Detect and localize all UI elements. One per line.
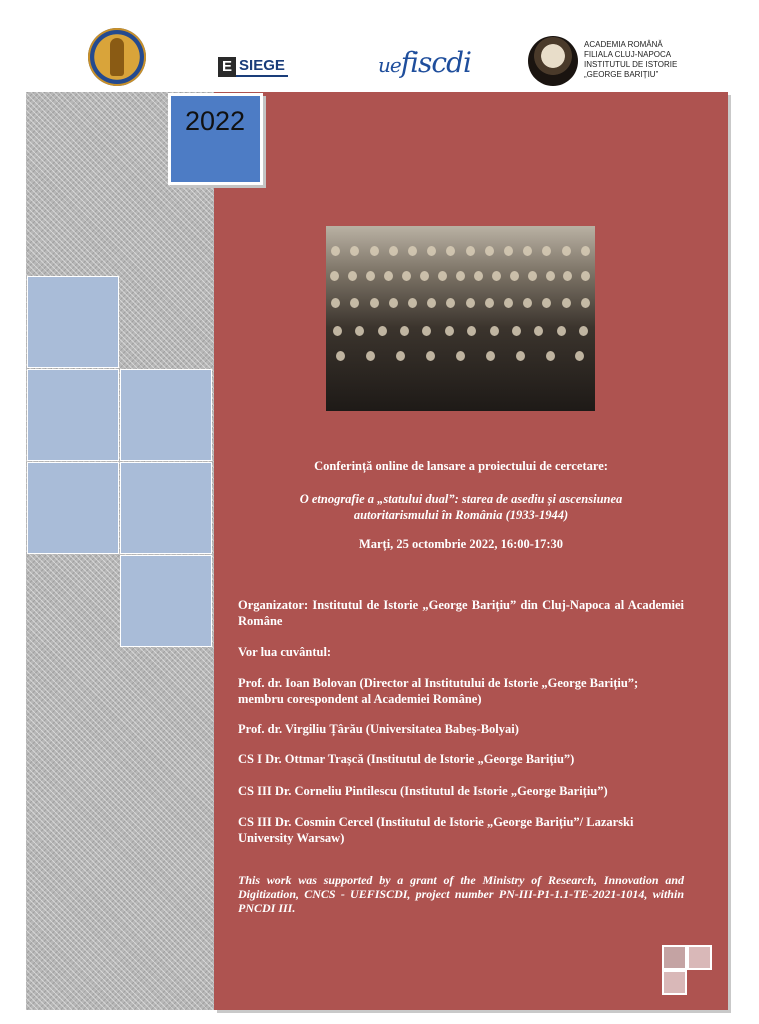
speaker-item: Prof. dr. Virgiliu Țârău (Universitatea Babeș-Bolyai) (238, 722, 519, 736)
institute-line-3: INSTITUTUL DE ISTORIE (584, 60, 678, 69)
uefiscdi-logo-ue: ue (378, 53, 401, 77)
portrait-icon (528, 36, 578, 86)
decorative-square (120, 369, 212, 461)
decorative-square (120, 555, 212, 647)
year-text: 2022 (185, 106, 246, 136)
decorative-square (120, 462, 212, 554)
speaker-item: CS III Dr. Corneliu Pintilescu (Institutul de Istorie „George Barițiu”) (238, 784, 608, 798)
esiege-logo-text: SIEGE (236, 57, 288, 77)
speaker-item: CS III Dr. Cosmin Cercel (Institutul de Istorie „George Barițiu”/ Lazarski University Warsaw) (238, 815, 634, 845)
uefiscdi-logo (378, 46, 471, 79)
academia-romana-seal-logo (88, 28, 146, 86)
institute-logo-text (584, 40, 677, 80)
speaker-item: Prof. dr. Ioan Bolovan (Director al Institutului de Istorie „George Barițiu”; membru corespondent al Academiei Române) (238, 676, 639, 706)
decorative-square (27, 462, 119, 554)
organizer-text: Organizator: Institutul de Istorie „George Barițiu” din Cluj-Napoca al Academiei Române (238, 598, 684, 628)
institute-line-1: ACADEMIA ROMÂNĂ (584, 40, 663, 49)
esiege-logo (218, 56, 288, 78)
event-subtitle-line-2: autoritarismului în România (1933-1944) (353, 508, 569, 522)
corner-decorative-square (662, 970, 687, 995)
corner-decorative-square (662, 945, 687, 970)
decorative-square (27, 276, 119, 368)
institute-line-2: FILIALA CLUJ-NAPOCA (584, 50, 672, 59)
speakers-heading: Vor lua cuvântul: (238, 645, 332, 659)
uefiscdi-logo-text: fiscdi (400, 46, 471, 79)
corner-decorative-square (687, 945, 712, 970)
event-subtitle (238, 491, 684, 523)
event-title: Conferință online de lansare a proiectului de cercetare: (314, 459, 608, 473)
event-subtitle-line-1: O etnografie a „statului dual”: starea de asediu și ascensiunea (299, 492, 623, 506)
decorative-square (27, 369, 119, 461)
esiege-logo-prefix: E (218, 57, 236, 77)
historical-group-photo (326, 226, 595, 411)
institute-logo (528, 36, 678, 88)
institute-line-4: „GEORGE BARIȚIU” (584, 70, 659, 79)
year-badge (168, 93, 263, 185)
funding-note: This work was supported by a grant of the Ministry of Research, Innovation and Digitization, CNCS - UEFISCDI, project number PN-III-P1-1.1-TE-2021-1014, within PNCDI III. (238, 873, 684, 915)
speaker-item: CS I Dr. Ottmar Trașcă (Institutul de Istorie „George Barițiu”) (238, 752, 575, 766)
seal-figure-icon (110, 38, 124, 76)
event-datetime: Marți, 25 octombrie 2022, 16:00-17:30 (358, 537, 564, 551)
